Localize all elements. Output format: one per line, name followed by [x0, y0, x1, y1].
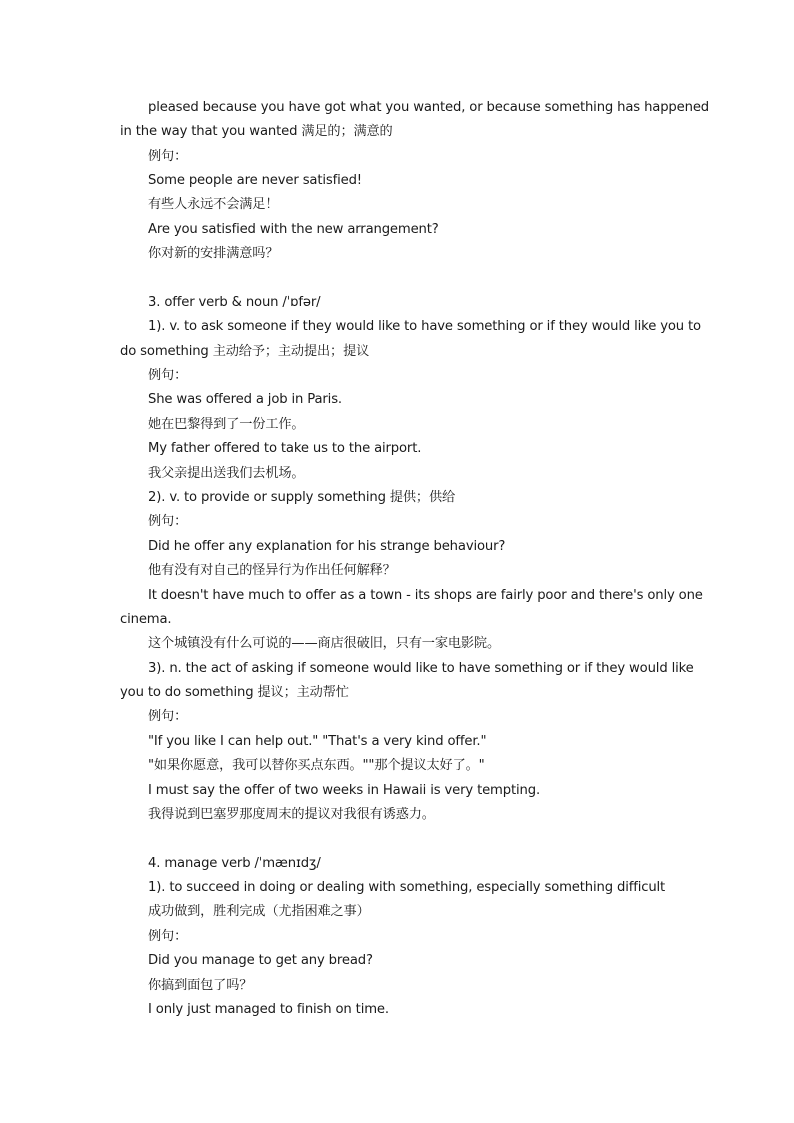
example-sentence: My father offered to take us to the airport. — [148, 441, 422, 456]
example-sentence: It doesn't have much to offer as a town - its shops are fairly poor and there's only one — [148, 588, 703, 603]
definition-line: do something 主动给予；主动提出；提议 — [120, 344, 370, 359]
definition-line: in the way that you wanted 满足的；满意的 — [120, 124, 393, 139]
example-sentence: cinema. — [120, 612, 172, 627]
definition-line: 1). to succeed in doing or dealing with something, especially something difficult — [148, 880, 666, 895]
example-sentence: She was offered a job in Paris. — [148, 392, 342, 407]
entry-heading-offer: 3. offer verb & noun /ˈɒfər/ — [148, 295, 321, 310]
example-translation: 她在巴黎得到了一份工作。 — [148, 417, 305, 432]
entry-heading-manage: 4. manage verb /ˈmænɪdʒ/ — [148, 856, 321, 871]
example-sentence: I only just managed to finish on time. — [148, 1002, 389, 1017]
example-translation: 他有没有对自己的怪异行为作出任何解释？ — [148, 563, 396, 578]
example-translation: 我得说到巴塞罗那度周末的提议对我很有诱惑力。 — [148, 807, 435, 822]
example-sentence: Are you satisfied with the new arrangement? — [148, 222, 439, 237]
example-label: 例句： — [148, 368, 188, 383]
definition-line: pleased because you have got what you wanted, or because something has happened — [148, 100, 710, 115]
example-translation: "如果你愿意，我可以替你买点东西。""那个提议太好了。" — [148, 758, 485, 773]
example-translation: 我父亲提出送我们去机场。 — [148, 466, 305, 481]
example-translation: 这个城镇没有什么可说的——商店很破旧，只有一家电影院。 — [148, 636, 501, 651]
example-label: 例句： — [148, 514, 188, 529]
example-sentence: "If you like I can help out." "That's a very kind offer." — [148, 734, 487, 749]
example-translation: 有些人永远不会满足！ — [148, 197, 279, 212]
definition-line: 3). n. the act of asking if someone would like to have something or if they would like — [148, 661, 694, 676]
definition-translation: 成功做到，胜利完成（尤指困难之事） — [148, 904, 370, 919]
example-sentence: I must say the offer of two weeks in Hawaii is very tempting. — [148, 783, 540, 798]
definition-line: 1). v. to ask someone if they would like to have something or if they would like you to — [148, 319, 701, 334]
example-label: 例句： — [148, 929, 188, 944]
example-sentence: Did you manage to get any bread? — [148, 953, 373, 968]
example-sentence: Did he offer any explanation for his strange behaviour? — [148, 539, 506, 554]
example-sentence: Some people are never satisfied! — [148, 173, 362, 188]
example-translation: 你搞到面包了吗？ — [148, 978, 253, 993]
definition-line: you to do something 提议；主动帮忙 — [120, 685, 349, 700]
example-label: 例句： — [148, 149, 188, 164]
example-translation: 你对新的安排满意吗？ — [148, 246, 279, 261]
example-label: 例句： — [148, 709, 188, 724]
definition-line: 2). v. to provide or supply something 提供；供给 — [148, 490, 456, 505]
